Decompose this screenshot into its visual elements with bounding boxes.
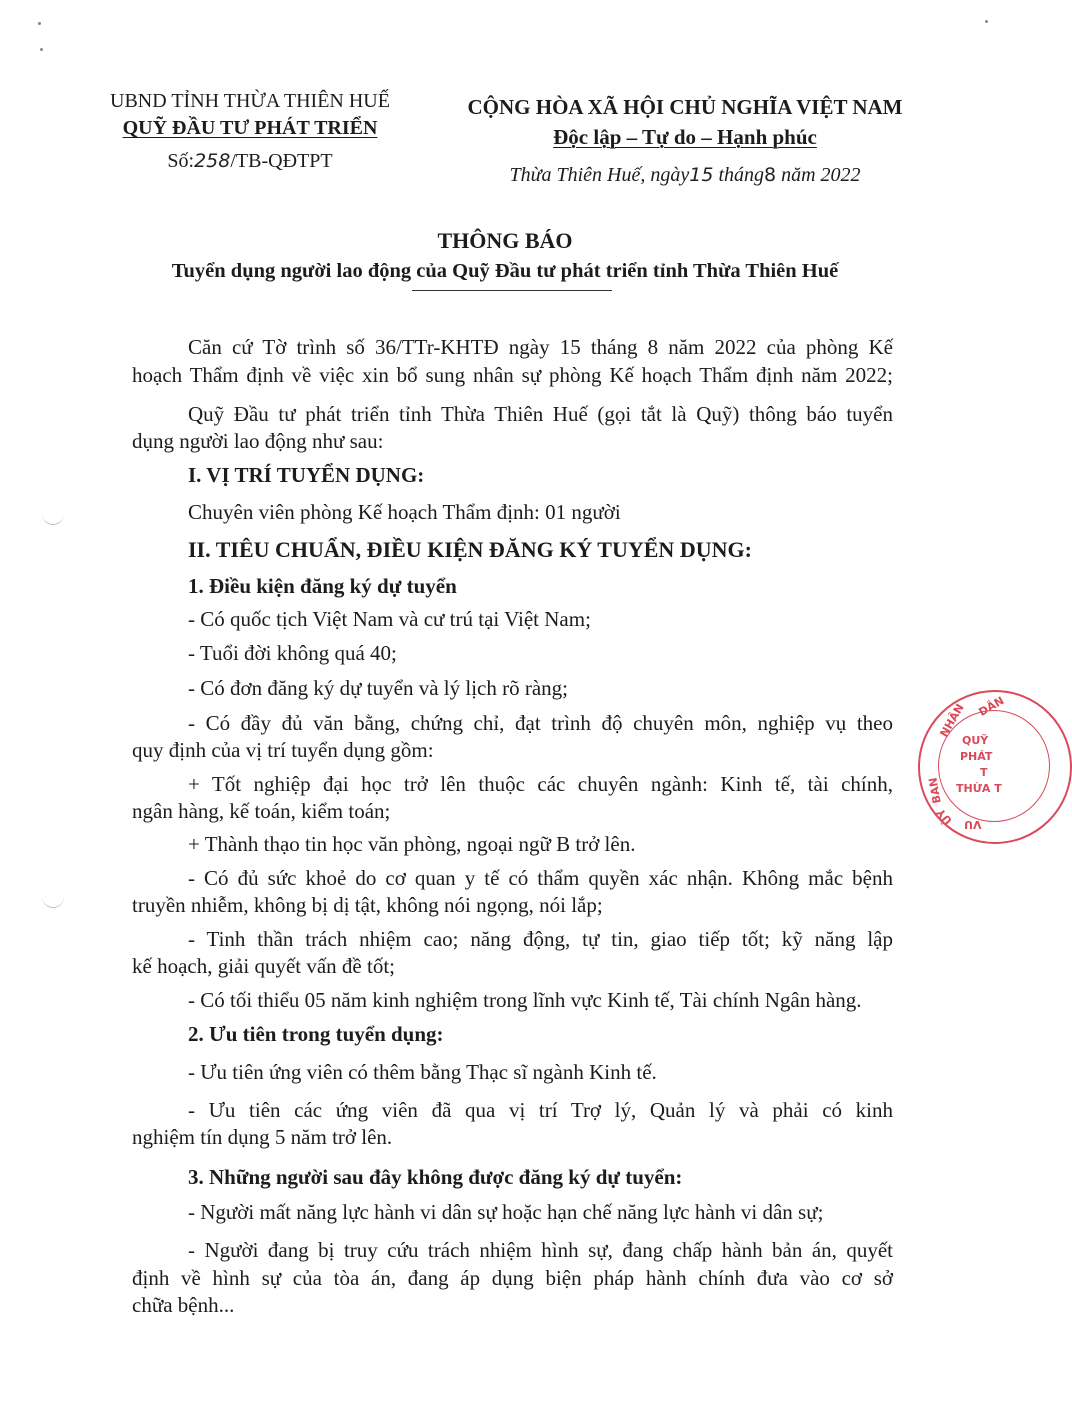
priority-item-masters: - Ưu tiên ứng viên có thêm bằng Thạc sĩ ngành Kinh tế. — [188, 1060, 657, 1084]
stamp-text-line1: QUỸ — [962, 734, 989, 747]
national-motto: Độc lập – Tự do – Hạnh phúc — [553, 125, 817, 149]
criteria-item-degree-line2: quy định của vị trí tuyển dụng gồm: — [132, 738, 434, 762]
red-seal-stamp — [918, 690, 1072, 844]
criteria-subitem-graduate-line2: ngân hàng, kế toán, kiểm toán; — [132, 799, 391, 823]
stamp-text-line2: PHÁT — [960, 750, 993, 763]
stamp-text-top: DÂN — [976, 694, 1007, 719]
stamp-text-arc3: ỦY — [934, 805, 955, 828]
criteria-item-nationality: - Có quốc tịch Việt Nam và cư trú tại Việt Nam; — [188, 607, 591, 631]
criteria-item-health-line1: - Có đủ sức khoẻ do cơ quan y tế có thẩm quyền xác nhận. Không mắc bệnh — [188, 866, 893, 890]
position-text: Chuyên viên phòng Kế hoạch Thẩm định: 01 người — [188, 500, 621, 524]
document-subtitle: Tuyển dụng người lao động của Quỹ Đầu tư phát triển tỉnh Thừa Thiên Huế — [171, 260, 839, 282]
scan-speck — [38, 22, 41, 25]
criteria-item-health-line2: truyền nhiễm, không bị dị tật, không nói ngọng, nói lắp; — [132, 893, 603, 917]
ineligible-item-criminal-line2: định về hình sự của tòa án, đang áp dụng biện pháp hành chính đưa vào cơ sở — [132, 1266, 893, 1290]
issue-date — [440, 160, 930, 190]
ineligible-item-criminal-line3: chữa bệnh... — [132, 1293, 235, 1317]
stamp-text-line3: T — [980, 766, 988, 779]
issuer-agency: QUỸ ĐẦU TƯ PHÁT TRIỂN — [122, 117, 378, 139]
para-basis-line1: Căn cứ Tờ trình số 36/TTr-KHTĐ ngày 15 tháng 8 năm 2022 của phòng Kế — [188, 335, 893, 359]
para-intro-line1: Quỹ Đầu tư phát triển tỉnh Thừa Thiên Huế (gọi tắt là Quỹ) thông báo tuyển — [188, 402, 893, 426]
criteria-item-application: - Có đơn đăng ký dự tuyển và lý lịch rõ ràng; — [188, 676, 568, 700]
ineligible-item-criminal-line1: - Người đang bị truy cứu trách nhiệm hình sự, đang chấp hành bản án, quyết — [188, 1238, 893, 1262]
subsection-ineligible: 3. Những người sau đây không được đăng ký dự tuyển: — [188, 1165, 683, 1189]
national-title: CỘNG HÒA XÃ HỘI CHỦ NGHĨA VIỆT NAM — [467, 95, 903, 119]
date-place: Thừa Thiên Huế, ngày — [509, 164, 690, 186]
criteria-subitem-it-language: + Thành thạo tin học văn phòng, ngoại ngữ B trở lên. — [188, 832, 636, 856]
para-basis-line2: hoạch Thẩm định về việc xin bổ sung nhân sự phòng Kế hoạch Thẩm định năm 2022; — [132, 363, 893, 387]
date-year: năm 2022 — [781, 164, 861, 186]
issuer-province: UBND TỈNH THỪA THIÊN HUẾ — [110, 90, 390, 112]
stamp-text-arc4: VU — [964, 818, 982, 831]
document-number — [75, 148, 425, 175]
criteria-item-experience: - Có tối thiểu 05 năm kinh nghiệm trong lĩnh vực Kinh tế, Tài chính Ngân hàng. — [188, 988, 862, 1012]
punch-hole-mark-lower — [42, 885, 64, 908]
priority-item-experience-line2: nghiệm tín dụng 5 năm trở lên. — [132, 1125, 393, 1149]
date-day-handwritten: 15 — [689, 164, 714, 186]
subsection-priority: 2. Ưu tiên trong tuyển dụng: — [188, 1022, 444, 1046]
criteria-item-age: - Tuổi đời không quá 40; — [188, 641, 397, 665]
document-number-suffix: /TB-QĐTPT — [230, 150, 333, 172]
criteria-item-attitude-line1: - Tinh thần trách nhiệm cao; năng động, tự tin, giao tiếp tốt; kỹ năng lập — [188, 927, 893, 951]
section-heading-position: I. VỊ TRÍ TUYỂN DỤNG: — [188, 463, 425, 487]
priority-item-experience-line1: - Ưu tiên các ứng viên đã qua vị trí Trợ lý, Quản lý và phải có kinh — [188, 1098, 893, 1122]
document-number-handwritten: 258 — [194, 150, 231, 172]
date-month-label: tháng — [718, 164, 764, 186]
scan-speck — [985, 20, 988, 23]
criteria-item-attitude-line2: kế hoạch, giải quyết vấn đề tốt; — [132, 954, 396, 978]
criteria-item-degree-line1: - Có đầy đủ văn bằng, chứng chỉ, đạt trình độ chuyên môn, nghiệp vụ theo — [188, 711, 893, 735]
date-month-handwritten: 8 — [764, 164, 777, 186]
stamp-text-arc2: BAN — [926, 776, 944, 805]
national-header — [440, 92, 930, 190]
document-number-prefix: Số: — [167, 150, 195, 172]
document-title: THÔNG BÁO — [437, 228, 573, 253]
scan-speck — [40, 48, 43, 51]
ineligible-item-capacity: - Người mất năng lực hành vi dân sự hoặc hạn chế năng lực hành vi dân sự; — [188, 1200, 824, 1224]
subtitle-underline — [412, 290, 612, 291]
punch-hole-mark-upper — [42, 502, 64, 525]
subsection-eligibility: 1. Điều kiện đăng ký dự tuyển — [188, 574, 457, 598]
section-heading-criteria: II. TIÊU CHUẨN, ĐIỀU KIỆN ĐĂNG KÝ TUYỂN DỤNG: — [188, 537, 752, 562]
stamp-text-line4: THỪA T — [956, 782, 1002, 795]
para-intro-line2: dụng người lao động như sau: — [132, 429, 384, 453]
criteria-subitem-graduate-line1: + Tốt nghiệp đại học trở lên thuộc các chuyên ngành: Kinh tế, tài chính, — [188, 772, 893, 796]
stamp-text-arc1: NHÂN — [937, 701, 967, 740]
issuer-block — [75, 88, 425, 175]
